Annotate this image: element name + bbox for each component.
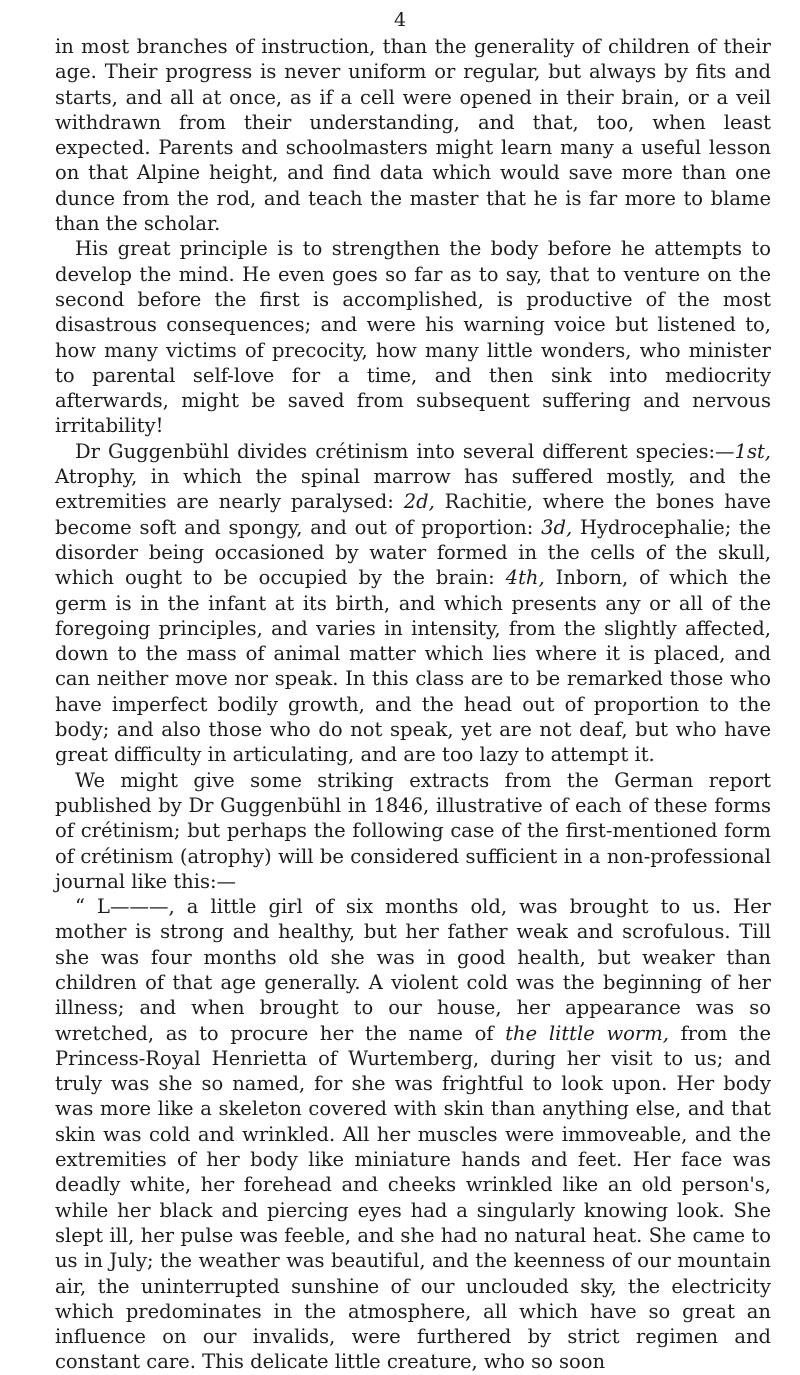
paragraph-3-text-3: Rachitie, where the bones have become soft and spongy, and out of proportion:	[55, 490, 772, 539]
paragraph-5-nickname: the little worm,	[505, 1021, 669, 1045]
paragraph-1	[55, 34, 771, 236]
page-body	[55, 34, 771, 1375]
paragraph-3	[55, 439, 771, 768]
paragraph-3-text-1: Dr Guggenbühl divides crétinism into several different species:—	[75, 439, 735, 463]
paragraph-3-species-4: 4th,	[505, 566, 545, 590]
paragraph-5-text-2: from the Princess-Royal Henrietta of Wurtemberg, during her visit to us; and truly was she so named, for she was frightful to look upon. Her body was more like a skeleton covered with skin than anything else, and that skin was cold and wrinkled. All her muscles were immoveable, and the extremities of her body like miniature hands and feet. Her face was deadly white, her forehead and cheeks wrinkled like an old person's, while her black and piercing eyes had a singularly knowing look. She slept ill, her pulse was feeble, and she had no natural heat. She came to us in July; the weather was beautiful, and the keenness of our mountain air, the uninterrupted sunshine of our unclouded sky, the electricity which predominates in the atmosphere, all which have so great an influence on our invalids, were furthered by strict regimen and constant care. This delicate little creature, who so soon	[55, 1021, 771, 1374]
paragraph-3-text-4: Hydrocephalie; the disorder being occasioned by water formed in the cells of the skull, which ought to be occupied by the brain:	[55, 515, 771, 590]
paragraph-2	[55, 236, 771, 438]
page-number: 4	[393, 9, 407, 31]
paragraph-3-text-5: Inborn, of which the germ is in the infant at its birth, and which presents any or all of the foregoing principles, and varies in intensity, from the slightly affected, down to the mass of animal matter which lies where it is placed, and can neither move nor speak. In this class are to be remarked those who have imperfect bodily growth, and the head out of proportion to the body; and also those who do not speak, yet are not deaf, but who have great difficulty in articulating, and are too lazy to attempt it.	[55, 566, 771, 767]
paragraph-1-text: in most branches of instruction, than the generality of children of their age. Their progress is never uniform or regular, but always by fits and starts, and all at once, as if a cell were opened in their brain, or a veil withdrawn from their understanding, and that, too, when least expected. Parents and schoolmasters might learn many a useful lesson on that Alpine height, and find data which would save more than one dunce from the rod, and teach the master that he is far more to blame than the scholar.	[55, 35, 771, 236]
paragraph-2-text: His great principle is to strengthen the body before he attempts to develop the mind. He even goes so far as to say, that to venture on the second before the first is accomplished, is productive of the most disastrous consequences; and were his warning voice but listened to, how many victims of precocity, how many little wonders, who minister to parental self-love for a time, and then sink into mediocrity afterwards, might be saved from subsequent suffering and nervous irritability!	[55, 237, 771, 438]
paragraph-3-species-1: 1st,	[734, 439, 771, 463]
paragraph-3-species-3: 3d,	[541, 515, 573, 539]
paragraph-4	[55, 768, 771, 894]
paragraph-4-text: We might give some striking extracts from the German report published by Dr Guggenbühl in 1846, illustrative of each of these forms of crétinism; but perhaps the following case of the first-mentioned form of crétinism (atrophy) will be considered sufficient in a non-professional journal like this:—	[55, 768, 771, 893]
paragraph-3-text-2: Atrophy, in which the spinal marrow has suffered mostly, and the extremities are nearly paralysed:	[55, 465, 771, 514]
paragraph-5-quotation	[55, 894, 771, 1375]
paragraph-5-text-1: “ L———, a little girl of six months old, was brought to us. Her mother is strong and healthy, but her father weak and scrofulous. Till she was four months old she was in good health, but weaker than children of that age generally. A violent cold was the beginning of her illness; and when brought to our house, her appearance was so wretched, as to procure her the name of	[55, 895, 771, 1045]
paragraph-3-species-2: 2d,	[403, 490, 435, 514]
